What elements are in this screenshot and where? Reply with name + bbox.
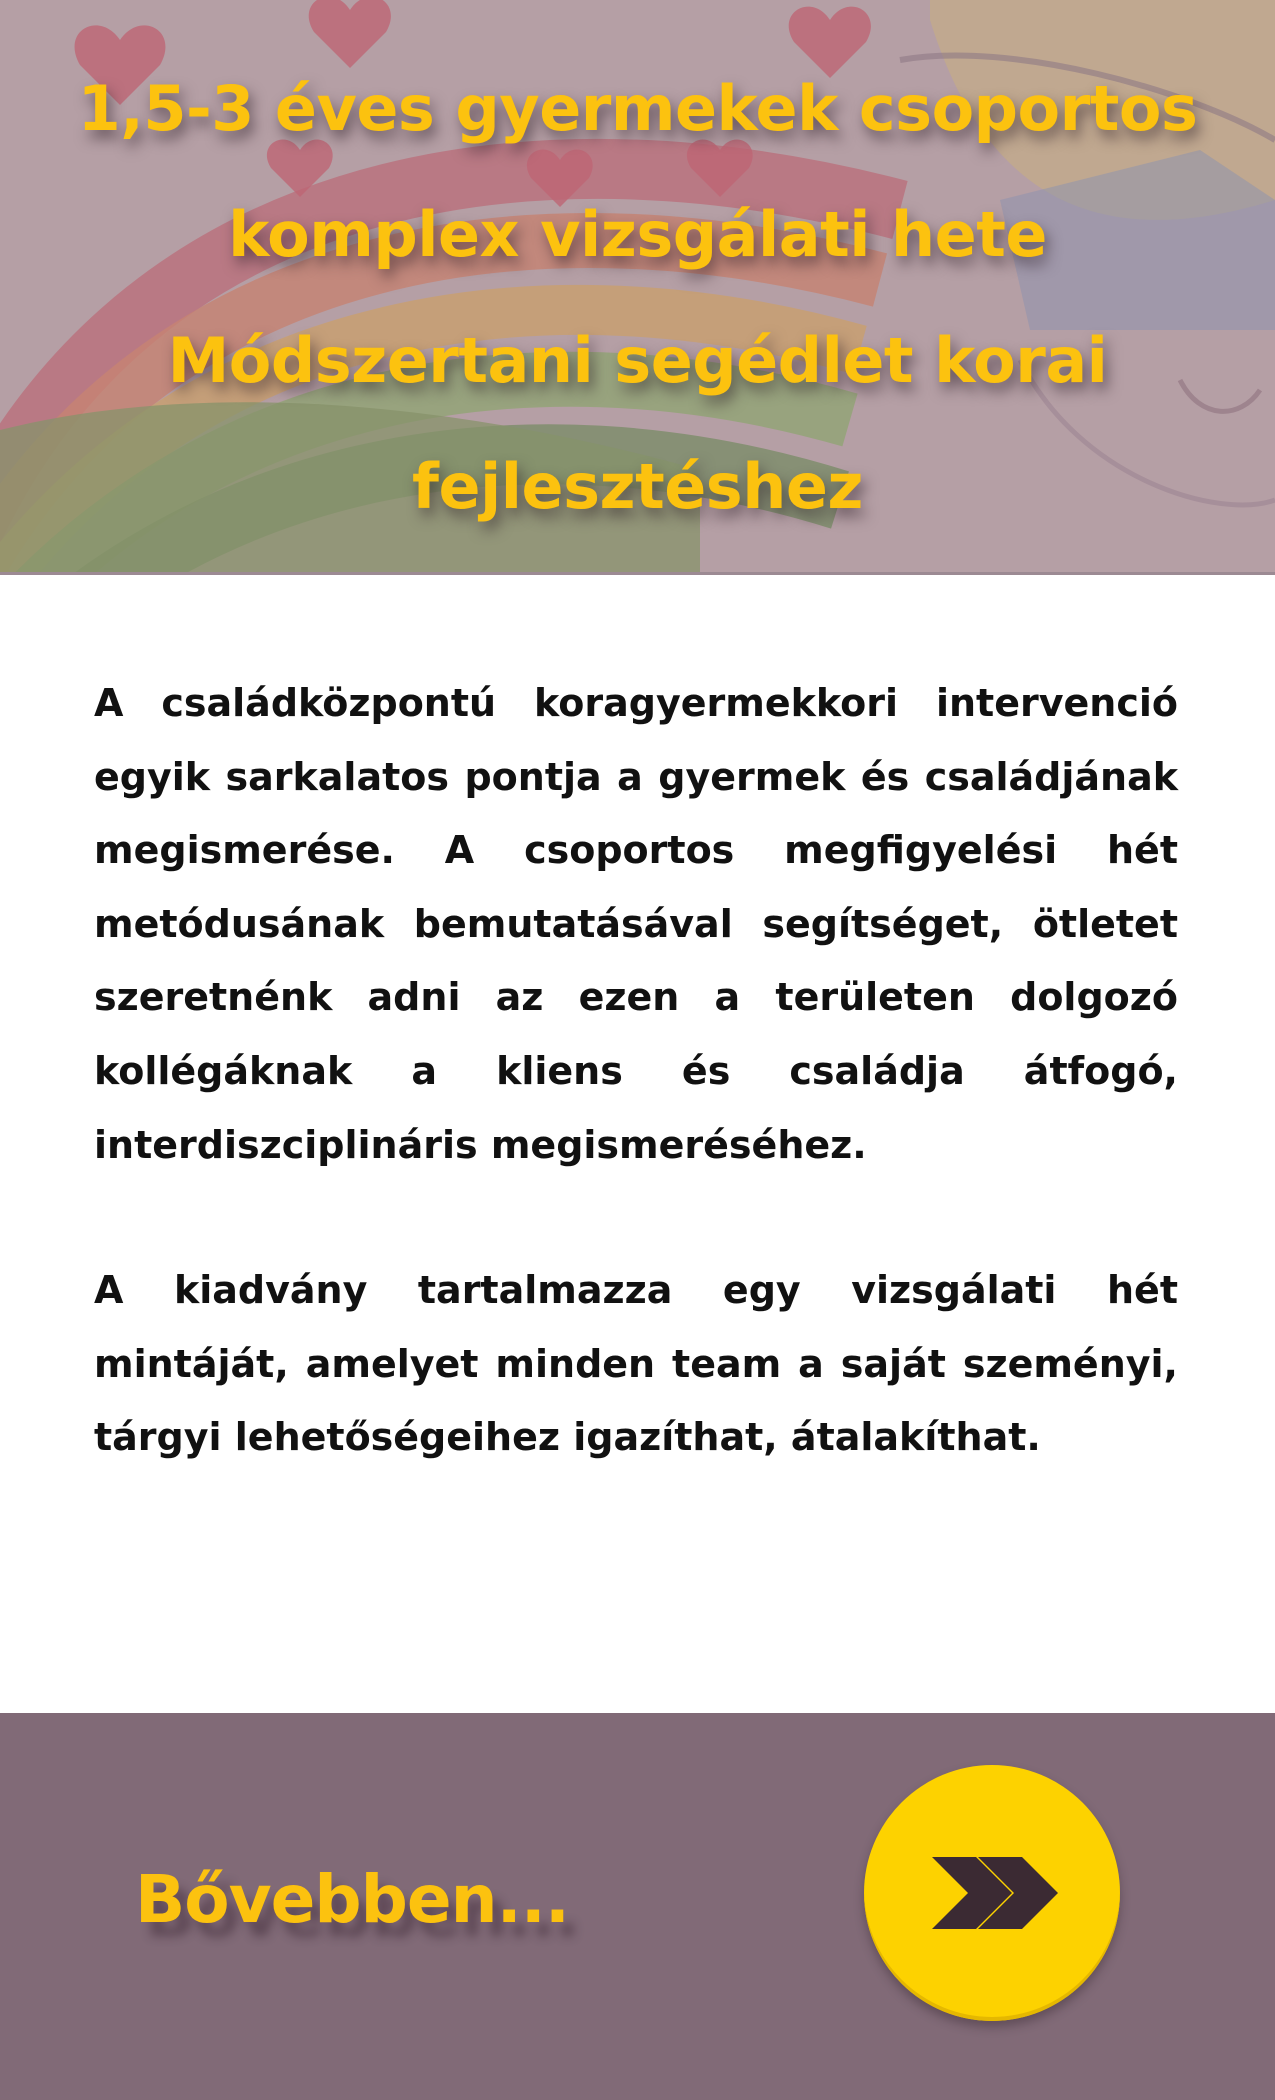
header-banner	[0, 0, 1275, 575]
title-line-1: 1,5-3 éves gyermekek csoportos	[77, 72, 1198, 145]
title-line-3: Módszertani segédlet korai	[167, 324, 1108, 397]
description	[94, 667, 1178, 1475]
description-paragraph-1: A családközpontú koragyermekkori intervenció egyik sarkalatos pontja a gyermek és családjának megismerése. A csoportos megfigyelési hét metódusának bemutatásával segítséget, ötletet szeretnénk adni az ezen a területen dolgozó kollégáknak a kliens és családja átfogó, interdiszciplináris megismeréséhez.	[94, 681, 1178, 1167]
description-paragraph-2: A kiadvány tartalmazza egy vizsgálati hét mintáját, amelyet minden team a saját szeményi, tárgyi lehetőségeihez igazíthat, átalakíthat.	[94, 1268, 1178, 1460]
title-line-2: komplex vizsgálati hete	[228, 198, 1047, 271]
double-chevron-right-icon	[864, 1765, 1120, 2021]
more-link[interactable]: Bővebben...	[135, 1861, 569, 1938]
title-line-4: fejlesztéshez	[412, 450, 863, 523]
next-button[interactable]	[864, 1765, 1120, 2021]
page-title	[0, 46, 1275, 550]
footer	[0, 1713, 1275, 2100]
